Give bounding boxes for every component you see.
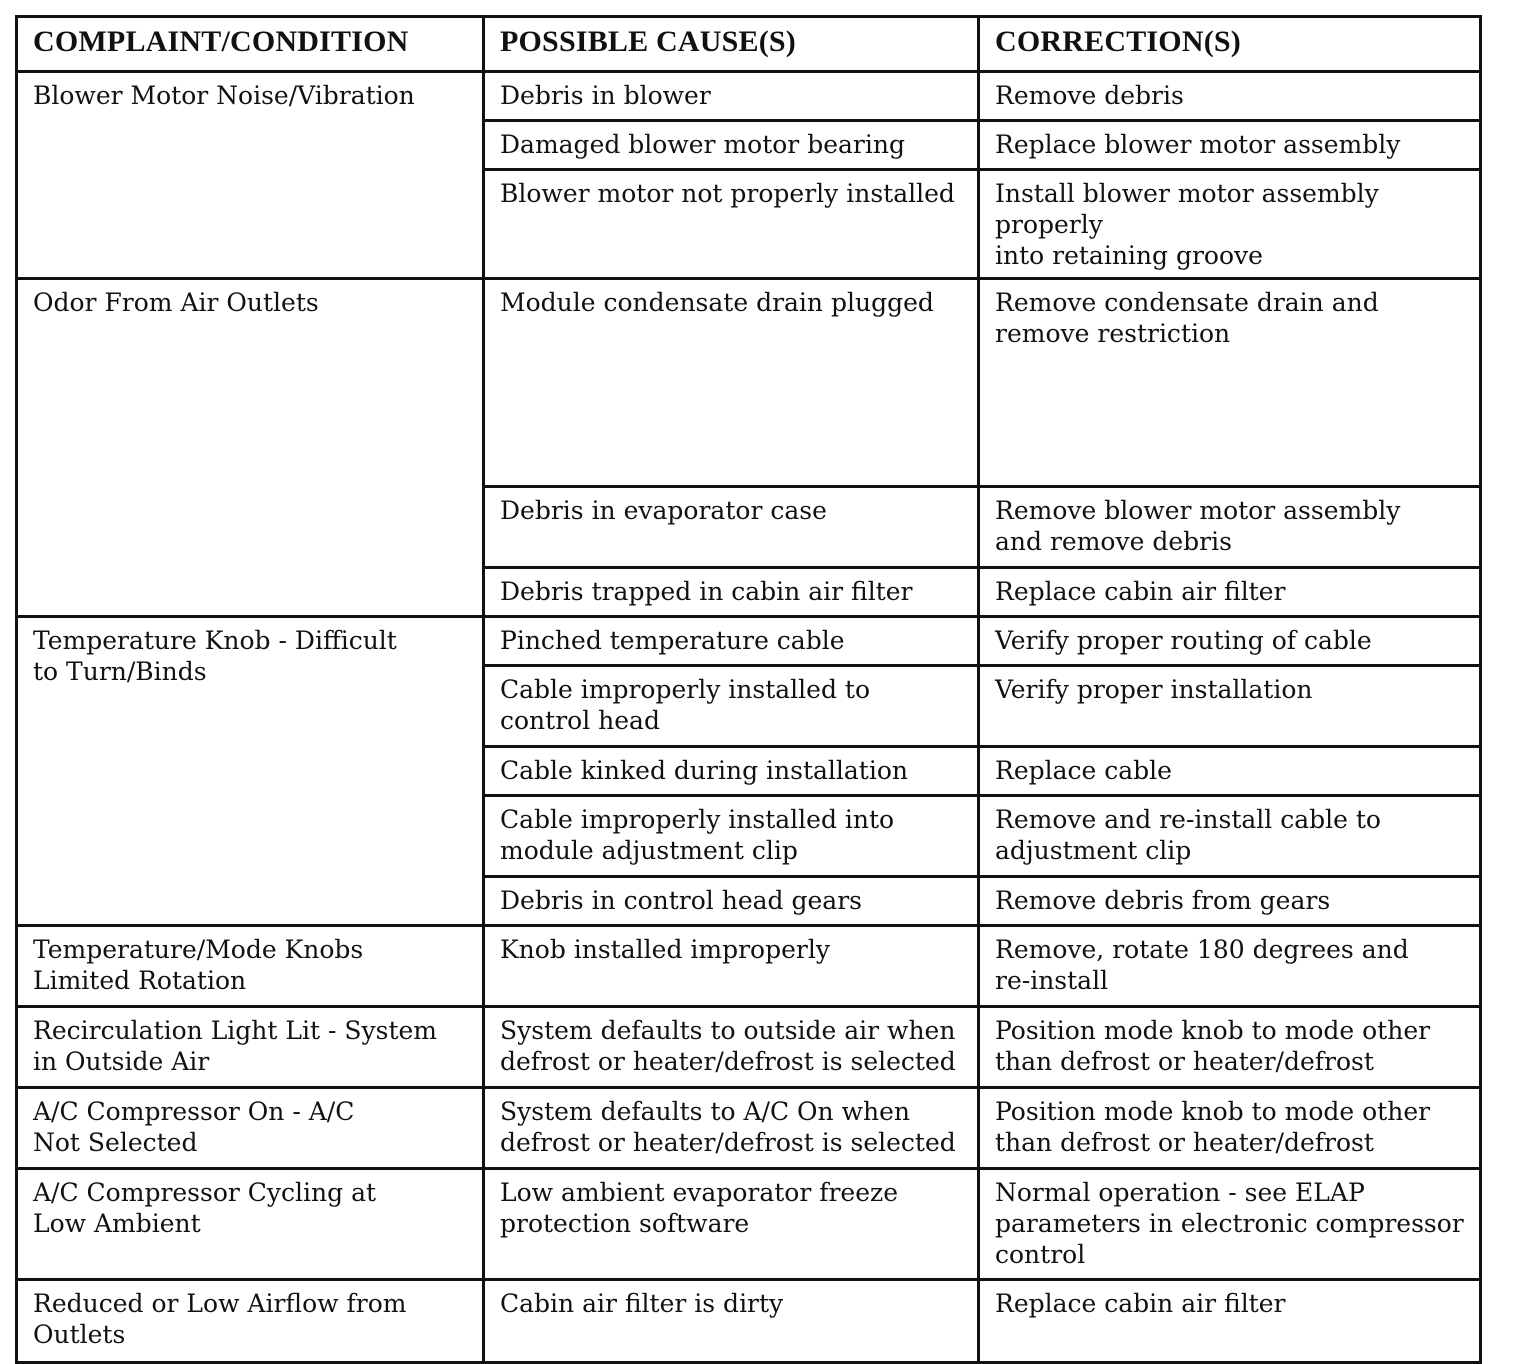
correction-cell: Remove and re-install cable to adjustment clip xyxy=(979,796,1481,877)
diagnosis-table xyxy=(15,15,1482,1364)
cause-cell: System defaults to A/C On when defrost or heater/defrost is selected xyxy=(484,1088,979,1169)
correction-cell: Remove, rotate 180 degrees and re-install xyxy=(979,926,1481,1007)
cause-cell: Debris in control head gears xyxy=(484,877,979,926)
cause-cell: Debris in blower xyxy=(484,72,979,121)
correction-cell: Replace blower motor assembly xyxy=(979,121,1481,170)
cause-cell: Cable improperly installed into module adjustment clip xyxy=(484,796,979,877)
correction-cell: Position mode knob to mode other than defrost or heater/defrost xyxy=(979,1088,1481,1169)
correction-cell: Normal operation - see ELAP parameters in electronic compressor control xyxy=(979,1169,1481,1280)
complaint-cell: Blower Motor Noise/Vibration xyxy=(17,72,484,279)
correction-cell: Remove blower motor assembly and remove debris xyxy=(979,487,1481,568)
correction-cell: Verify proper installation xyxy=(979,666,1481,747)
correction-cell: Remove debris xyxy=(979,72,1481,121)
complaint-cell: Odor From Air Outlets xyxy=(17,279,484,617)
correction-cell: Remove condensate drain and remove restriction xyxy=(979,279,1481,487)
table-row xyxy=(17,1169,1481,1280)
cause-cell: Knob installed improperly xyxy=(484,926,979,1007)
correction-cell: Replace cable xyxy=(979,747,1481,796)
cause-cell: Low ambient evaporator freeze protection software xyxy=(484,1169,979,1280)
correction-cell: Position mode knob to mode other than defrost or heater/defrost xyxy=(979,1007,1481,1088)
cause-cell: Cabin air filter is dirty xyxy=(484,1280,979,1363)
complaint-cell: Recirculation Light Lit - System in Outside Air xyxy=(17,1007,484,1088)
cause-cell: Debris in evaporator case xyxy=(484,487,979,568)
table-row xyxy=(17,1007,1481,1088)
table-row xyxy=(17,279,1481,487)
header-cause: POSSIBLE CAUSE(S) xyxy=(484,17,979,72)
table-row xyxy=(17,1088,1481,1169)
table-row xyxy=(17,617,1481,666)
cause-cell: Cable kinked during installation xyxy=(484,747,979,796)
correction-cell: Install blower motor assembly properly into retaining groove xyxy=(979,170,1481,279)
header-row xyxy=(17,17,1481,72)
correction-cell: Remove debris from gears xyxy=(979,877,1481,926)
correction-cell: Replace cabin air filter xyxy=(979,1280,1481,1363)
cause-cell: Damaged blower motor bearing xyxy=(484,121,979,170)
table-row xyxy=(17,926,1481,1007)
cause-cell: Module condensate drain plugged xyxy=(484,279,979,487)
cause-cell: Pinched temperature cable xyxy=(484,617,979,666)
table-row xyxy=(17,72,1481,121)
header-complaint: COMPLAINT/CONDITION xyxy=(17,17,484,72)
complaint-cell: Temperature Knob - Difficult to Turn/Binds xyxy=(17,617,484,926)
table-row xyxy=(17,1280,1481,1363)
cause-cell: System defaults to outside air when defrost or heater/defrost is selected xyxy=(484,1007,979,1088)
complaint-cell: Reduced or Low Airflow from Outlets xyxy=(17,1280,484,1363)
cause-cell: Debris trapped in cabin air filter xyxy=(484,568,979,617)
complaint-cell: A/C Compressor On - A/C Not Selected xyxy=(17,1088,484,1169)
complaint-cell: A/C Compressor Cycling at Low Ambient xyxy=(17,1169,484,1280)
correction-cell: Replace cabin air filter xyxy=(979,568,1481,617)
complaint-cell: Temperature/Mode Knobs Limited Rotation xyxy=(17,926,484,1007)
header-correction: CORRECTION(S) xyxy=(979,17,1481,72)
cause-cell: Cable improperly installed to control head xyxy=(484,666,979,747)
cause-cell: Blower motor not properly installed xyxy=(484,170,979,279)
correction-cell: Verify proper routing of cable xyxy=(979,617,1481,666)
